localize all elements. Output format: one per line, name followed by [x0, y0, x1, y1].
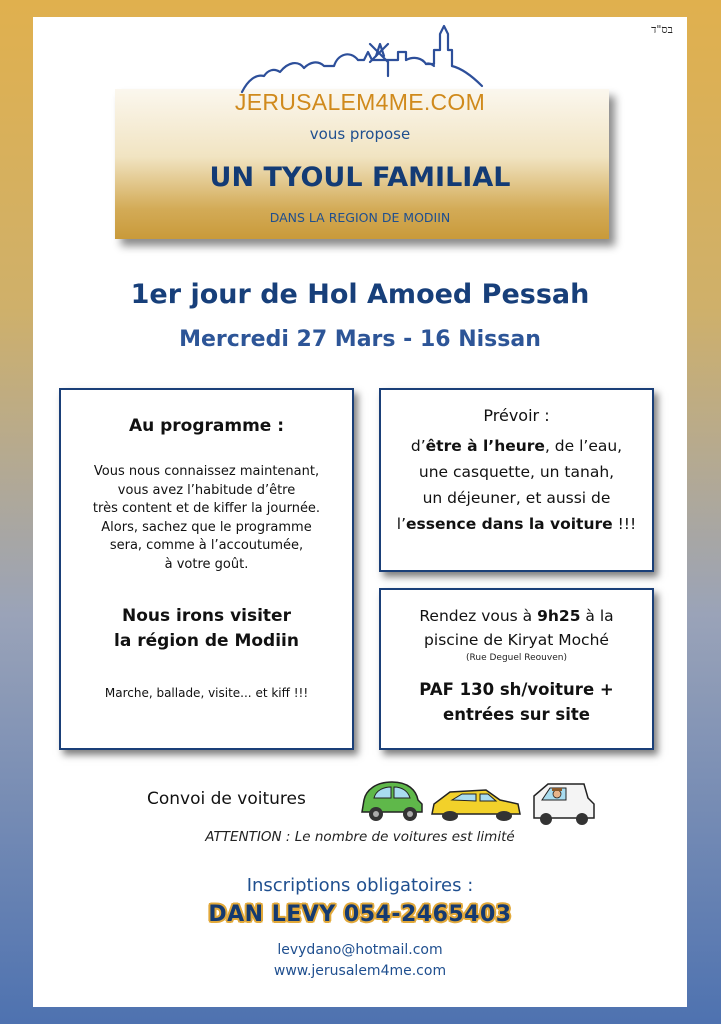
attention-notice [33, 829, 687, 845]
website-link[interactable]: www.jerusalem4me.com [273, 963, 447, 979]
white-van-icon [534, 784, 594, 825]
prevoir-l: l’ [396, 515, 406, 533]
prevoir-line: un déjeuner, et aussi de [422, 489, 611, 507]
event-headline: 1er jour de Hol Amoed Pessah [130, 279, 590, 310]
contact-email[interactable]: levydano@hotmail.com [277, 942, 443, 958]
flyer-sheet [33, 17, 687, 1007]
visit-heading [61, 604, 352, 654]
visit-line: Nous irons visiter [122, 606, 291, 626]
programme-line: Alors, sachez que le programme [101, 519, 312, 535]
prevoir-essence: essence dans la voiture [406, 515, 613, 533]
programme-box [59, 388, 354, 750]
bsd-mark: בס"ד [651, 23, 673, 36]
prevoir-bang: !!! [612, 515, 637, 533]
programme-line: vous avez l’habitude d’être [117, 482, 296, 498]
rdv-pre: Rendez vous à [419, 607, 538, 625]
green-car-icon [362, 782, 422, 821]
programme-line: sera, comme à l’accoutumée, [109, 538, 304, 553]
cars-illustration [358, 774, 598, 826]
prevoir-title: Prévoir : [483, 406, 550, 425]
paf-price [381, 677, 652, 727]
programme-line: Vous nous connaissez maintenant, [93, 464, 320, 479]
prevoir-text [381, 433, 652, 537]
prevoir-box [379, 388, 654, 572]
rdv-time: 9h25 [537, 607, 581, 625]
programme-description [61, 463, 352, 574]
prevoir-d: d’ [410, 437, 426, 455]
paf-line: entrées sur site [443, 705, 590, 724]
yellow-car-icon [432, 790, 520, 821]
brand-name: JERUSALEM4ME.COM [234, 89, 486, 115]
convoy-label: Convoi de voitures [147, 789, 306, 809]
programme-line: très content et de kiffer la journée. [92, 501, 321, 516]
rdv-street: (Rue Deguel Reouven) [466, 653, 567, 663]
rdv-place: piscine de Kiryat Moché [424, 631, 609, 649]
prevoir-heure: être à l’heure [425, 437, 545, 455]
region-subtitle: DANS LA REGION DE MODIIN [269, 210, 451, 225]
programme-footer: Marche, ballade, visite... et kiff !!! [104, 686, 309, 700]
rendezvous-text [381, 604, 652, 652]
contact-phone: DAN LEVY 054-2465403 [208, 902, 512, 927]
event-date: Mercredi 27 Mars - 16 Nissan [179, 327, 541, 352]
programme-line: à votre goût. [164, 556, 249, 572]
prevoir-line: une casquette, un tanah, [418, 463, 615, 481]
programme-title: Au programme : [128, 416, 285, 436]
attention-label: ATTENTION [205, 829, 282, 845]
attention-text: : Le nombre de voitures est limité [281, 829, 515, 845]
paf-line: PAF 130 sh/voiture + [419, 680, 614, 699]
propose-text: vous propose [309, 125, 411, 143]
prevoir-rest: , de l’eau, [544, 437, 623, 455]
visit-line: la région de Modiin [114, 631, 299, 651]
registration-heading: Inscriptions obligatoires : [246, 875, 474, 896]
rendezvous-box [379, 588, 654, 750]
outing-title: UN TYOUL FAMILIAL [209, 162, 511, 193]
rdv-post: à la [580, 607, 614, 625]
